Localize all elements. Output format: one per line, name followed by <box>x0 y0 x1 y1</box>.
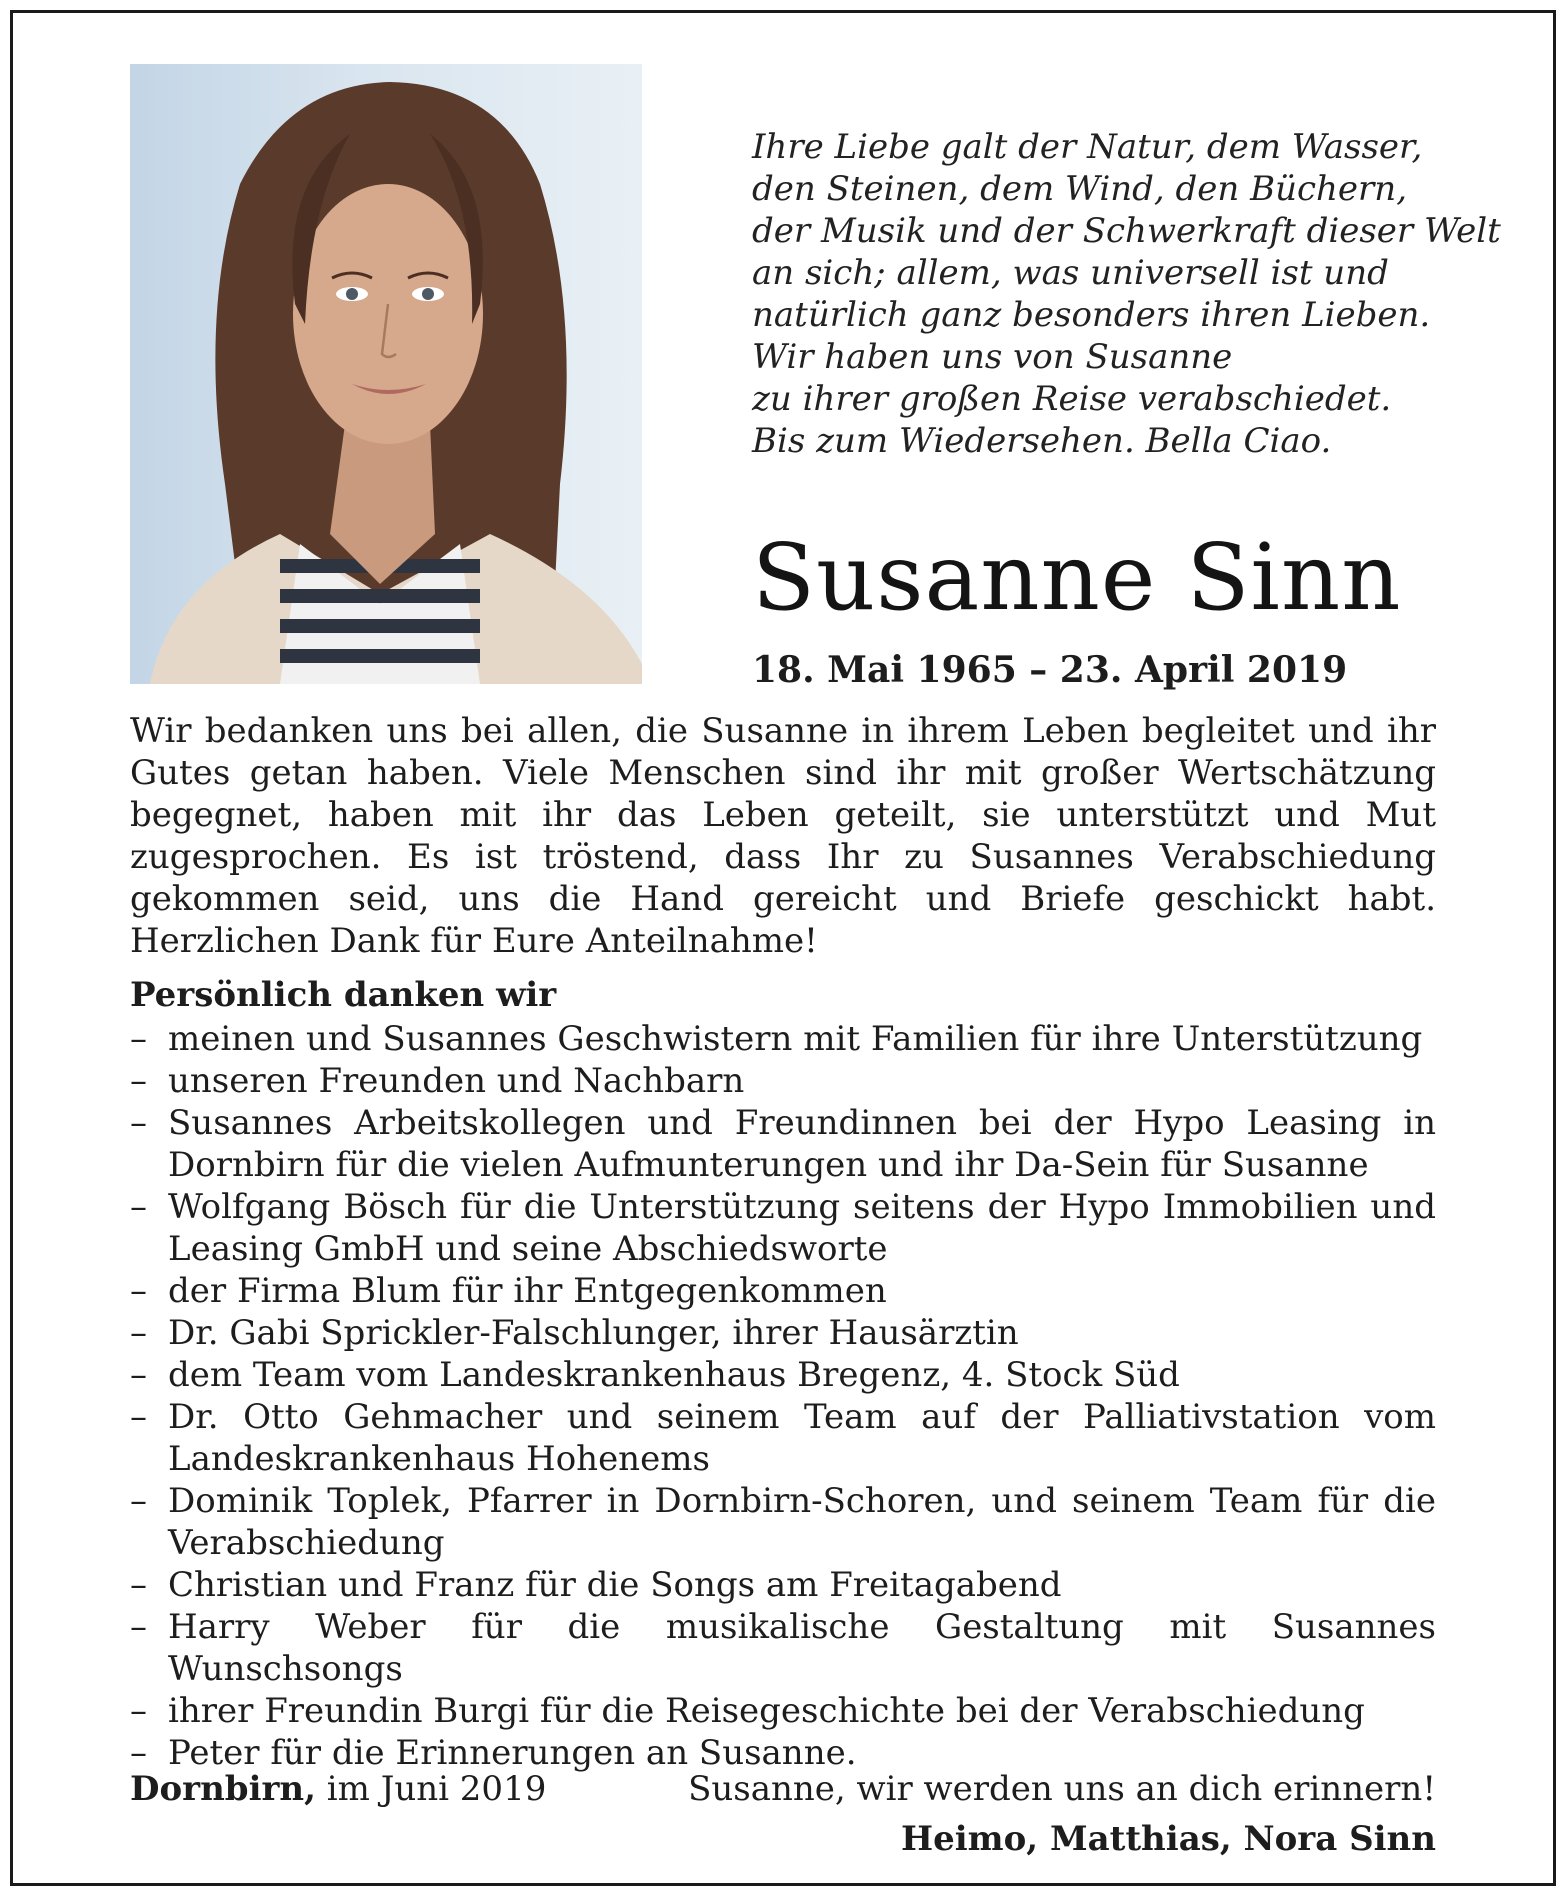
list-item-text: Susannes Arbeitskollegen und Freundinnen bei der Hypo Leasing in Dornbirn für die vielen Aufmunterungen und ihr Da-Sein für Susanne <box>168 1103 1436 1185</box>
dash: – <box>130 1565 147 1605</box>
poem-line: Bis zum Wiedersehen. Bella Ciao. <box>752 421 1332 461</box>
list-item-text: dem Team vom Landeskrankenhaus Bregenz, 4. Stock Süd <box>168 1355 1180 1395</box>
list-item-text: Christian und Franz für die Songs am Freitagabend <box>168 1565 1062 1605</box>
dash: – <box>130 1691 147 1731</box>
list-item-text: Dr. Gabi Sprickler-Falschlunger, ihrer Hausärztin <box>168 1313 1019 1353</box>
list-item-text: Peter für die Erinnerungen an Susanne. <box>168 1733 857 1773</box>
deceased-name: Susanne Sinn <box>752 524 1402 631</box>
dash: – <box>130 1187 147 1227</box>
poem-line: Ihre Liebe galt der Natur, dem Wasser, <box>752 127 1423 167</box>
list-item-text: Dr. Otto Gehmacher und seinem Team auf der Palliativstation vom Landeskrankenhaus Hohenems <box>168 1397 1436 1479</box>
dash: – <box>130 1313 147 1353</box>
dash: – <box>130 1061 147 1101</box>
dash: – <box>130 1103 147 1143</box>
poem-line: natürlich ganz besonders ihren Lieben. <box>752 295 1431 335</box>
dash: – <box>130 1019 147 1059</box>
list-item <box>130 1354 1436 1396</box>
dash: – <box>130 1607 147 1647</box>
list-item <box>130 1018 1436 1060</box>
dash: – <box>130 1733 147 1773</box>
list-item <box>130 1102 1436 1186</box>
list-item <box>130 1480 1436 1564</box>
list-item-text: unseren Freunden und Nachbarn <box>168 1061 745 1101</box>
place-date-text: im Juni 2019 <box>315 1769 547 1809</box>
list-item-text: Wolfgang Bösch für die Unterstützung seitens der Hypo Immobilien und Leasing GmbH und seine Abschiedsworte <box>168 1187 1436 1269</box>
closing-line: Susanne, wir werden uns an dich erinnern! <box>688 1769 1436 1809</box>
personal-thanks-heading: Persönlich danken wir <box>130 975 557 1015</box>
list-item-text: ihrer Freundin Burgi für die Reisegeschichte bei der Verabschiedung <box>168 1691 1365 1731</box>
place-date <box>130 1768 546 1810</box>
memorial-poem <box>752 126 1501 462</box>
list-item <box>130 1186 1436 1270</box>
list-item <box>130 1396 1436 1480</box>
thanks-list <box>130 1018 1436 1774</box>
dash: – <box>130 1397 147 1437</box>
dash: – <box>130 1481 147 1521</box>
dash: – <box>130 1355 147 1395</box>
list-item <box>130 1270 1436 1312</box>
poem-line: an sich; allem, was universell ist und <box>752 253 1389 293</box>
list-item <box>130 1690 1436 1732</box>
poem-line: der Musik und der Schwerkraft dieser Welt <box>752 211 1501 251</box>
signers: Heimo, Matthias, Nora Sinn <box>900 1819 1436 1859</box>
list-item <box>130 1060 1436 1102</box>
portrait-photo <box>130 64 642 684</box>
place-city: Dornbirn, <box>130 1769 316 1809</box>
list-item-text: Dominik Toplek, Pfarrer in Dornbirn-Schoren, und seinem Team für die Verabschiedung <box>168 1481 1436 1563</box>
list-item-text: Harry Weber für die musikalische Gestaltung mit Susannes Wunschsongs <box>168 1607 1436 1689</box>
poem-line: den Steinen, dem Wind, den Büchern, <box>752 169 1407 209</box>
poem-line: zu ihrer großen Reise verabschiedet. <box>752 379 1392 419</box>
list-item-text: der Firma Blum für ihr Entgegenkommen <box>168 1271 887 1311</box>
poem-line: Wir haben uns von Susanne <box>752 337 1233 377</box>
list-item <box>130 1564 1436 1606</box>
list-item <box>130 1312 1436 1354</box>
life-dates: 18. Mai 1965 – 23. April 2019 <box>752 649 1348 691</box>
list-item <box>130 1606 1436 1690</box>
list-item-text: meinen und Susannes Geschwistern mit Familien für ihre Unterstützung <box>168 1019 1423 1059</box>
dash: – <box>130 1271 147 1311</box>
thanks-paragraph: Wir bedanken uns bei allen, die Susanne in ihrem Leben begleitet und ihr Gutes getan haben. Viele Menschen sind ihr mit großer Wertschätzung begegnet, haben mit ihr das Leben geteilt, sie unterstützt und Mut zugesprochen. Es ist tröstend, dass Ihr zu Susannes Verabschiedung gekommen seid, uns die Hand gereicht und Briefe geschickt habt. Herzlichen Dank für Eure Anteilnahme! <box>130 711 1436 961</box>
